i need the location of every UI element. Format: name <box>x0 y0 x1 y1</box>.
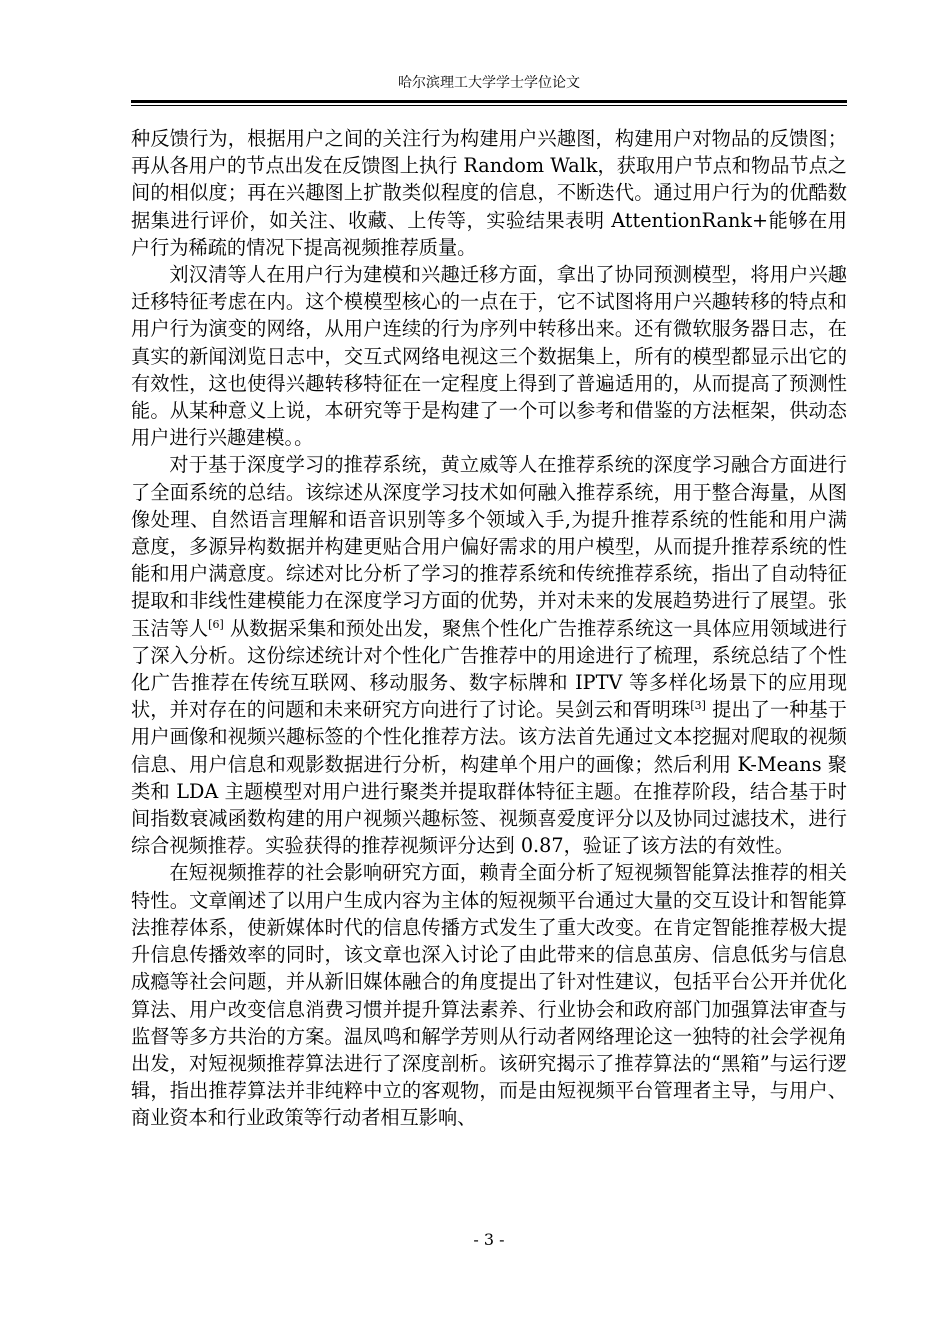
header-rule-thin <box>131 105 847 106</box>
paragraph-text-segment: 对于基于深度学习的推荐系统，黄立威等人在推荐系统的深度学习融合方面进行了全面系统的总结。该综述从深度学习技术如何融入推荐系统，用于整合海量，从图像处理、自然语言理解和语音识别等多个领域入手,为提升推荐系统的性能和用户满意度，多源异构数据并构建更贴合用户偏好需求的用户模型，从而提升推荐系统的性能和用户满意度。综述对比分析了学习的推荐系统和传统推荐系统，指出了自动特征提取和非线性建模能力在深度学习方面的优势，并对未来的发展趋势进行了展望。张玉洁等人 <box>131 453 847 640</box>
paragraph-interest-transfer: 刘汉清等人在用户行为建模和兴趣迁移方面，拿出了协同预测模型，将用户兴趣迁移特征考虑在内。这个模模型核心的一点在于，它不试图将用户兴趣转移的特点和用户行为演变的网络，从用户连续的行为序列中转移出来。还有微软服务器日志，在真实的新闻浏览日志中，交互式网络电视这三个数据集上，所有的模型都显示出它的有效性，这也使得兴趣转移特征在一定程度上得到了普遍适用的，从而提高了预测性能。从某种意义上说，本研究等于是构建了一个可以参考和借鉴的方法框架，供动态用户进行兴趣建模。。 <box>131 263 847 450</box>
citation-ref: [6] <box>208 617 224 631</box>
body-text <box>131 125 847 1132</box>
paragraph-continued: 种反馈行为，根据用户之间的关注行为构建用户兴趣图，构建用户对物品的反馈图；再从各用户的节点出发在反馈图上执行 Random Walk，获取用户节点和物品节点之间的相似度；再在兴趣图上扩散类似程度的信息，不断迭代。通过用户行为的优酷数据集进行评价，如关注、收藏、上传等，实验结果表明 AttentionRank+能够在用户行为稀疏的情况下提高视频推荐质量。 <box>131 127 847 259</box>
paragraph-text-segment: 提出了一种基于用户画像和视频兴趣标签的个性化推荐方法。该方法首先通过文本挖掘对爬取的视频信息、用户信息和观影数据进行分析，构建单个用户的画像；然后利用 K-Means 聚类和 LDA 主题模型对用户进行聚类并提取群体特征主题。在推荐阶段，结合基于时间指数衰减函数构建的用户视频兴趣标签、视频喜爱度评分以及协同过滤技术，进行综合视频推荐。实验获得的推荐视频评分达到 0.87，验证了该方法的有效性。 <box>131 698 847 858</box>
page-number: - 3 - <box>473 1230 505 1249</box>
paragraph-deep-learning <box>131 451 847 859</box>
running-header: 哈尔滨理工大学学士学位论文 <box>398 75 580 91</box>
paragraph-social-impact: 在短视频推荐的社会影响研究方面，赖青全面分析了短视频智能算法推荐的相关特性。文章阐述了以用户生成内容为主体的短视频平台通过大量的交互设计和智能算法推荐体系，使新媒体时代的信息传播方式发生了重大改变。在肯定智能推荐极大提升信息传播效率的同时，该文章也深入讨论了由此带来的信息茧房、信息低劣与信息成瘾等社会问题，并从新旧媒体融合的角度提出了针对性建议，包括平台公开并优化算法、用户改变信息消费习惯并提升算法素养、行业协会和政府部门加强算法审查与监督等多方共治的方案。温凤鸣和解学芳则从行动者网络理论这一独特的社会学视角出发，对短视频推荐算法进行了深度剖析。该研究揭示了推荐算法的“黑箱”与运行逻辑，指出推荐算法并非纯粹中立的客观物，而是由短视频平台管理者主导，与用户、商业资本和行业政策等行动者相互影响、 <box>131 861 847 1130</box>
citation-ref: [3] <box>690 699 706 713</box>
header-rule-thick <box>131 100 847 103</box>
paragraph-text-segment: 从数据采集和预处出发，聚焦个性化广告推荐系统这一具体应用领域进行了深入分析。这份综述统计对个性化广告推荐中的用途进行了梳理，系统总结了个性化广告推荐在传统互联网、移动服务、数字标牌和 IPTV 等多样化场景下的应用现状，并对存在的问题和未来研究方向进行了讨论。吴剑云和胥明珠 <box>131 616 848 722</box>
